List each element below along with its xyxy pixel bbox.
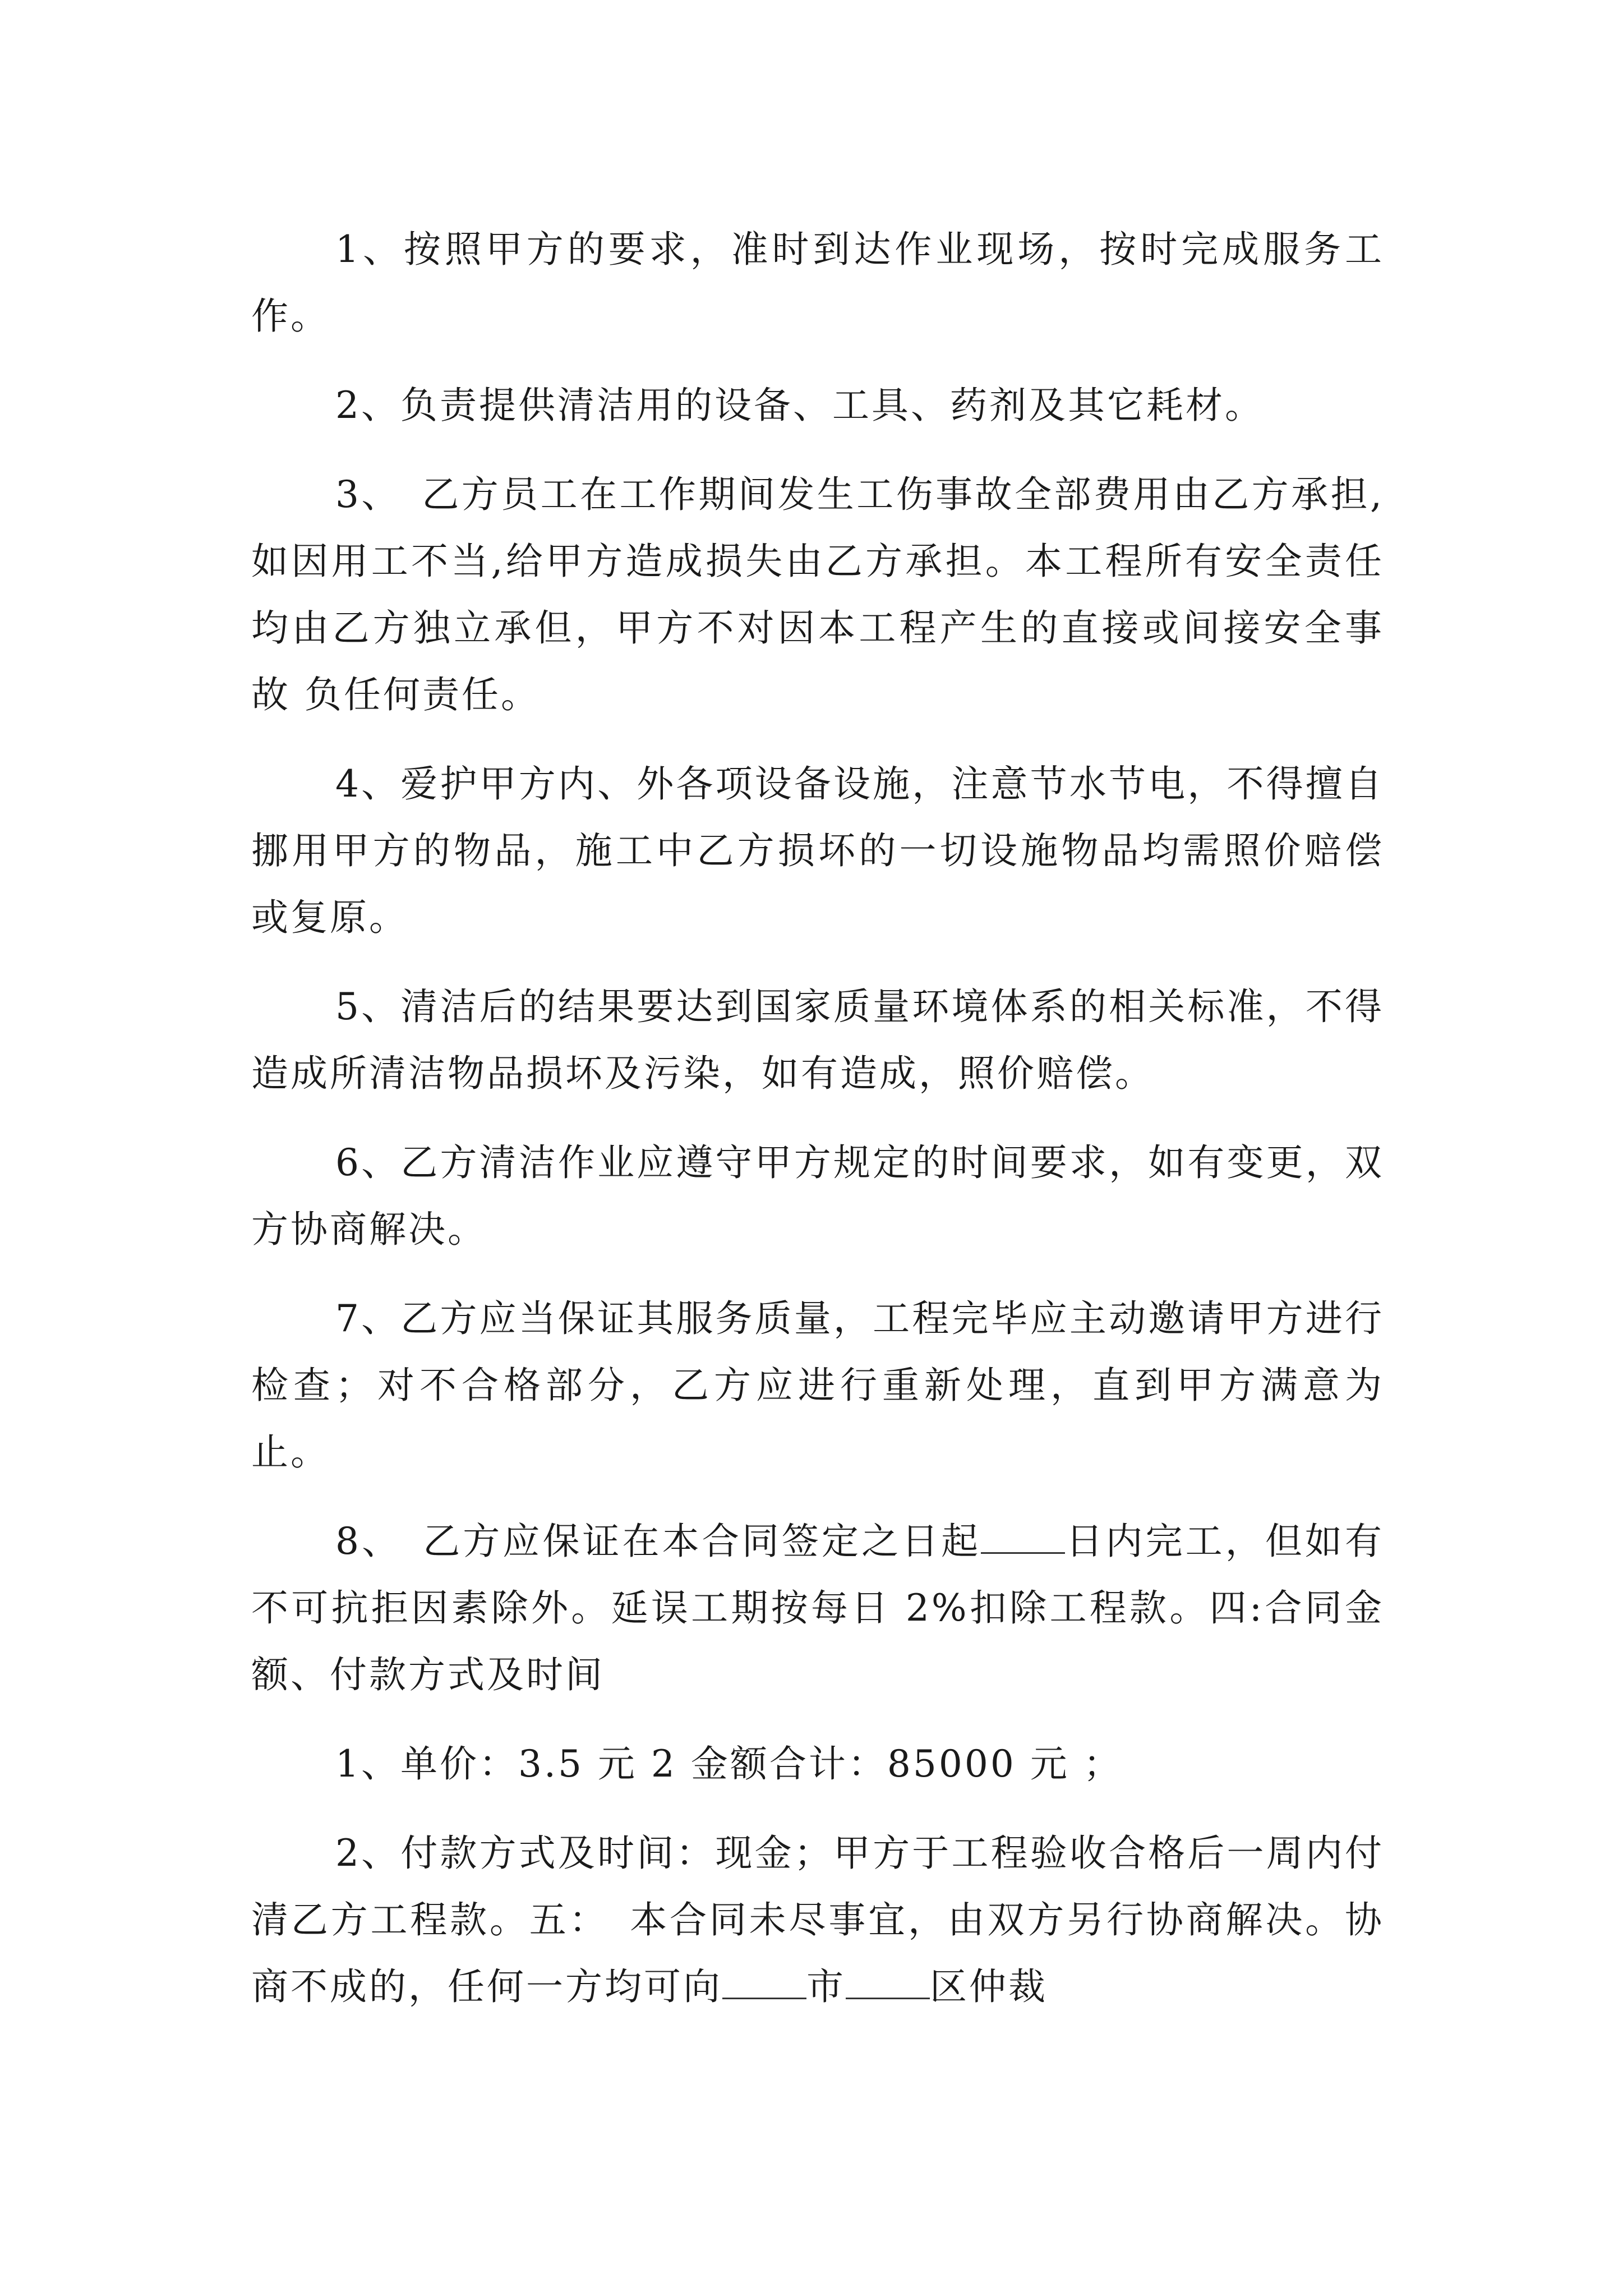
- clause-3: 3、 乙方员工在工作期间发生工伤事故全部费用由乙方承担,如因用工不当,给甲方造成损失由乙方承担。本工程所有安全责任均由乙方独立承但，甲方不对因本工程产生的直接或间接安全事故 负任何责任。: [251, 473, 1384, 716]
- days-blank: [981, 1523, 1065, 1554]
- clause-4: 4、爱护甲方内、外各项设备设施，注意节水节电，不得擅自挪用甲方的物品，施工中乙方损坏的一切设施物品均需照价赔偿或复原。: [251, 762, 1384, 939]
- clause-6: 6、乙方清洁作业应遵守甲方规定的时间要求，如有变更，双方协商解决。: [251, 1141, 1384, 1251]
- clause-7: 7、乙方应当保证其服务质量，工程完毕应主动邀请甲方进行检查；对不合格部分，乙方应进行重新处理，直到甲方满意为止。: [251, 1297, 1384, 1474]
- payment-text-start: 2、付款方式及时间：现金；甲方于工程验收合格后一周内付清乙方工程款。五： 本合同未尽事宜，由双方另行协商解决。协商不成的，任何一方均可向: [251, 1832, 1384, 2008]
- payment-text-end: 区仲裁: [930, 1965, 1048, 2008]
- clause-8-text-start: 8、 乙方应保证在本合同签定之日起: [335, 1520, 981, 1563]
- city-blank: [722, 1968, 806, 1999]
- clause-2: 2、负责提供清洁用的设备、工具、药剂及其它耗材。: [335, 384, 1264, 427]
- district-blank: [846, 1968, 930, 1999]
- clause-5: 5、清洁后的结果要达到国家质量环境体系的相关标准，不得造成所清洁物品损坏及污染，如有造成，照价赔偿。: [251, 985, 1384, 1095]
- price-clause: 1、单价：3.5 元 2 金额合计：85000 元 ；: [335, 1742, 1123, 1786]
- payment-clause: [251, 1820, 1384, 2020]
- clause-8-text-end: 日内完工，但如有不可抗拒因素除外。延误工期按每日 2%扣除工程款。四:合同金额、付款方式及时间: [251, 1520, 1384, 1696]
- contract-body: [251, 216, 1384, 2042]
- city-label: 市: [806, 1965, 846, 2008]
- clause-1: 1、按照甲方的要求，准时到达作业现场，按时完成服务工作。: [251, 228, 1384, 338]
- clause-8: [251, 1508, 1384, 1708]
